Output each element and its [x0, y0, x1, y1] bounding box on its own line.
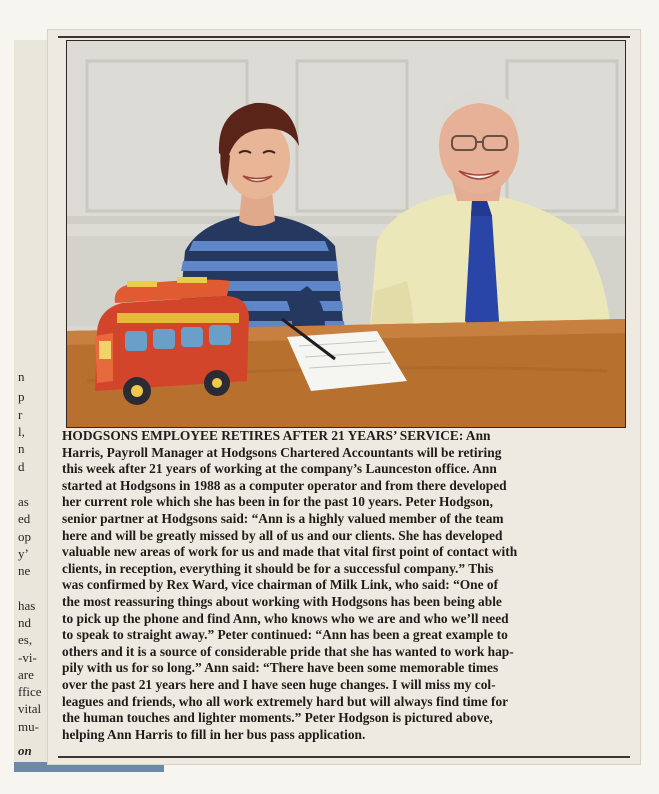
side-fragment: es, — [18, 632, 33, 647]
article-line: over the past 21 years here and I have seen huge changes. I will miss my col- — [62, 676, 496, 692]
article-line: to pick up the phone and find Ann, who knows who we are and who we’ll need — [62, 610, 509, 626]
article-line: helping Ann Harris to fill in her bus pass application. — [62, 726, 366, 742]
side-fragment: mu- — [18, 719, 39, 734]
side-fragment: n — [18, 369, 25, 384]
article-line: to speak to straight away.” Peter continued: “Ann has been a great example to — [62, 627, 508, 643]
side-fragment: vital — [18, 701, 42, 716]
side-fragment: ed — [18, 511, 31, 526]
article-body — [62, 428, 628, 743]
article-line: started at Hodgsons in 1988 as a computer operator and from there developed — [62, 477, 507, 493]
article-line: Harris, Payroll Manager at Hodgsons Chartered Accountants will be retiring — [62, 444, 502, 460]
side-fragment: has — [18, 598, 36, 613]
side-fragment: are — [18, 667, 34, 682]
article-line: here and will be greatly missed by all of us and our clients. She has developed — [62, 527, 503, 543]
article-line: senior partner at Hodgsons said: “Ann is a highly valued member of the team — [62, 510, 504, 526]
news-clipping — [48, 30, 640, 764]
toy-bus-money-box — [95, 277, 249, 405]
side-fragment: on — [18, 743, 32, 758]
news-photo — [66, 40, 626, 428]
article-line: the human touches and lighter moments.” Peter Hodgson is pictured above, — [62, 710, 493, 726]
article-line: the most reassuring things about working with Hodgsons has been being able — [62, 593, 502, 609]
side-fragment: y’ — [18, 546, 29, 561]
side-fragment: ffice — [18, 684, 42, 699]
side-fragment: op — [18, 529, 31, 544]
article-line: valuable new areas of work for us and made that vital first point of contact with — [62, 544, 518, 560]
article-line: was confirmed by Rex Ward, vice chairman of Milk Link, who said: “One of — [62, 577, 499, 593]
side-fragment: as — [18, 494, 29, 509]
article-line: clients, in reception, everything it should be for a successful company.” This — [62, 560, 494, 576]
side-fragment: r — [18, 407, 23, 422]
article-line: pily with us for so long.” Ann said: “There have been some memorable times — [62, 660, 499, 676]
adjacent-column-fragment — [14, 40, 49, 762]
article-line: HODGSONS EMPLOYEE RETIRES AFTER 21 YEARS’ SERVICE: Ann — [62, 428, 491, 443]
side-fragment: -vi- — [18, 650, 37, 665]
side-fragment: n — [18, 441, 25, 456]
side-fragment: ne — [18, 563, 31, 578]
side-fragment: l, — [18, 424, 25, 439]
article-line: leagues and friends, who all work extremely hard but will always find time for — [62, 693, 509, 709]
side-fragment: nd — [18, 615, 31, 630]
side-fragment: p — [18, 389, 25, 404]
article-line: her current role which she has been in for the past 10 years. Peter Hodgson, — [62, 494, 493, 510]
article-line: others and it is a source of considerable pride that she has wanted to work hap- — [62, 643, 514, 659]
side-fragment: d — [18, 459, 25, 474]
article-line: this week after 21 years of working at the company’s Launceston office. Ann — [62, 461, 497, 477]
